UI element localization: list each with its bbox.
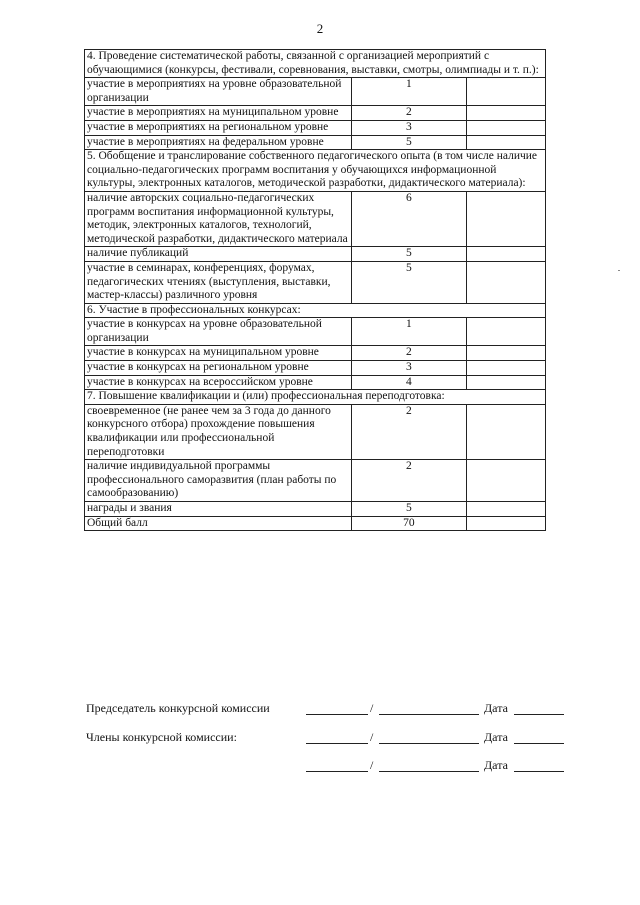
date-label: Дата (484, 758, 508, 772)
criterion-label: участие в семинарах, конференциях, форумах, педагогических чтениях (выступления, выставки, мастер-классы) различного уровня (85, 261, 352, 303)
date-blank (514, 771, 564, 772)
criterion-label: награды и звания (85, 502, 352, 517)
criterion-score: 1 (352, 318, 467, 346)
criterion-mark-cell (466, 247, 545, 262)
criterion-score: 5 (352, 135, 467, 150)
criterion-mark-cell (466, 106, 545, 121)
name-blank (379, 714, 479, 715)
criterion-mark-cell (466, 375, 545, 390)
name-blank (379, 743, 479, 744)
criterion-score: 6 (352, 191, 467, 246)
criterion-mark-cell (466, 120, 545, 135)
criterion-row (85, 502, 546, 517)
section-header-row (85, 390, 546, 405)
criterion-label: участие в мероприятиях на федеральном уровне (85, 135, 352, 150)
criterion-score: 2 (352, 106, 467, 121)
criterion-label: участие в конкурсах на всероссийском уровне (85, 375, 352, 390)
criterion-label: участие в мероприятиях на муниципальном уровне (85, 106, 352, 121)
scoring-table (84, 49, 546, 531)
date-blank (514, 743, 564, 744)
section-title: 7. Повышение квалификации и (или) профессиональная переподготовка: (85, 390, 546, 405)
criterion-score: 2 (352, 460, 467, 502)
section-header-row (85, 303, 546, 318)
criterion-label: участие в мероприятиях на региональном уровне (85, 120, 352, 135)
section-title: 4. Проведение систематической работы, связанной с организацией мероприятий с обучающимися (конкурсы, фестивали, соревнования, выставки, смотры, олимпиады и т. п.): (85, 50, 546, 78)
criterion-mark-cell (466, 261, 545, 303)
criterion-score: 2 (352, 346, 467, 361)
criterion-row (85, 404, 546, 459)
criterion-row (85, 361, 546, 376)
date-blank (514, 714, 564, 715)
criterion-row (85, 135, 546, 150)
name-blank (379, 771, 479, 772)
criterion-score: 2 (352, 404, 467, 459)
total-score: 70 (352, 516, 467, 531)
criterion-mark-cell (466, 460, 545, 502)
criterion-label: наличие индивидуальной программы профессионального саморазвития (план работы по самообразованию) (85, 460, 352, 502)
criterion-row (85, 375, 546, 390)
criterion-score: 4 (352, 375, 467, 390)
slash: / (370, 730, 374, 744)
criterion-score: 5 (352, 261, 467, 303)
criterion-label: участие в конкурсах на региональном уровне (85, 361, 352, 376)
section-header-row (85, 150, 546, 192)
criterion-mark-cell (466, 78, 545, 106)
criterion-mark-cell (466, 404, 545, 459)
criterion-mark-cell (466, 191, 545, 246)
criterion-label: участие в конкурсах на уровне образовательной организации (85, 318, 352, 346)
criterion-row (85, 78, 546, 106)
criterion-score: 5 (352, 247, 467, 262)
criterion-mark-cell (466, 346, 545, 361)
section-header-row (85, 50, 546, 78)
total-label: Общий балл (85, 516, 352, 531)
signature-blank (306, 714, 368, 715)
criterion-label: наличие публикаций (85, 247, 352, 262)
page-number: 2 (316, 21, 324, 36)
criterion-mark-cell (466, 318, 545, 346)
criterion-mark-cell (466, 361, 545, 376)
members-label: Члены конкурсной комиссии: (86, 730, 237, 744)
chairman-label: Председатель конкурсной комиссии (86, 701, 270, 715)
scan-mark (618, 270, 620, 271)
criterion-score: 5 (352, 502, 467, 517)
section-title: 6. Участие в профессиональных конкурсах: (85, 303, 546, 318)
criterion-label: участие в конкурсах на муниципальном уровне (85, 346, 352, 361)
criterion-label: наличие авторских социально-педагогических программ воспитания информационной культуры, методик, электронных каталогов, технологий, методической разработки, дидактического материала (85, 191, 352, 246)
criterion-row (85, 261, 546, 303)
slash: / (370, 758, 374, 772)
criterion-row (85, 460, 546, 502)
criterion-label: участие в мероприятиях на уровне образовательной организации (85, 78, 352, 106)
criterion-score: 3 (352, 361, 467, 376)
criterion-row (85, 346, 546, 361)
criterion-mark-cell (466, 502, 545, 517)
criterion-score: 1 (352, 78, 467, 106)
total-mark-cell (466, 516, 545, 531)
date-label: Дата (484, 730, 508, 744)
slash: / (370, 701, 374, 715)
criterion-row (85, 120, 546, 135)
criterion-row (85, 247, 546, 262)
criterion-score: 3 (352, 120, 467, 135)
signature-blank (306, 743, 368, 744)
criterion-mark-cell (466, 135, 545, 150)
total-row (85, 516, 546, 531)
signature-blank (306, 771, 368, 772)
section-title: 5. Обобщение и транслирование собственного педагогического опыта (в том числе наличие социально-педагогических программ воспитания у обучающихся информационной культуры, электронных каталогов, методической разработки, дидактического материала): (85, 150, 546, 192)
criterion-row (85, 318, 546, 346)
date-label: Дата (484, 701, 508, 715)
criterion-row (85, 106, 546, 121)
criterion-label: своевременное (не ранее чем за 3 года до данного конкурсного отбора) прохождение повышения квалификации или профессиональной переподготовки (85, 404, 352, 459)
criterion-row (85, 191, 546, 246)
